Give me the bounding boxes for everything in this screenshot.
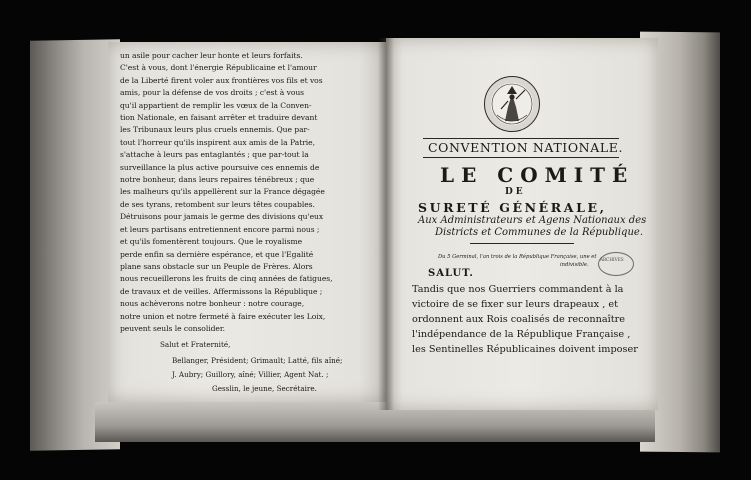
- archive-stamp-text: ARCHIVES: [600, 257, 624, 262]
- left-page-text: [120, 50, 372, 335]
- left-page-line: nous recueillerons les fruits de cinq années de fatigues,: [120, 274, 333, 284]
- left-page-line: surveillance la plus active poursuive ces ennemis de: [120, 162, 320, 172]
- left-page-line: qu'il appartient de remplir les vœux de la Conven-: [120, 100, 312, 110]
- body-line-3: ordonnent aux Rois coalisés de reconnaître: [412, 314, 625, 325]
- book-gutter: [378, 38, 394, 410]
- left-page-line: Détruisons pour jamais le germe des divisions qu'eux: [120, 212, 324, 222]
- heading-top-rule: [423, 138, 619, 139]
- archive-stamp: [598, 252, 634, 276]
- left-page-line: s'attache à leurs pas entaglantés ; que par-tout la: [120, 150, 309, 160]
- left-page-line: amis, pour la défense de vos droits ; c'est à vous: [120, 88, 305, 98]
- body-line-2: victoire de se fixer sur leurs drapeaux , et: [412, 299, 618, 310]
- signature-line-3: Gesslin, le jeune, Secrétaire.: [212, 384, 317, 393]
- left-page-line: perde enfin sa dernière espérance, et que l'Egalité: [120, 249, 314, 259]
- body-line-1: Tandis que nos Guerriers commandent à la: [412, 284, 624, 295]
- de-word: DE: [505, 187, 526, 197]
- date-line-end: indivisible.: [560, 262, 589, 268]
- left-page-line: de travaux et de veilles. Affermissons la République ;: [120, 286, 323, 296]
- left-page-line: peuvent seuls le consolider.: [120, 323, 225, 333]
- body-line-4: l'indépendance de la République Française ,: [412, 329, 631, 340]
- addressee-rule: [470, 243, 574, 244]
- comite-title: LE COMITÉ: [440, 163, 635, 187]
- surete-subtitle: SURETÉ GÉNÉRALE,: [418, 200, 607, 215]
- left-page-line: tout l'horreur qu'ils inspirent aux amis de la Patrie,: [120, 137, 315, 147]
- seal-figure-icon: [485, 77, 539, 131]
- addressee-line-1: Aux Administrateurs et Agens Nationaux des: [418, 215, 647, 226]
- convention-heading: CONVENTION NATIONALE.: [428, 140, 624, 155]
- left-page-line: notre union et notre fermeté à faire exécuter les Loix,: [120, 311, 326, 321]
- left-page-line: de la Liberté firent voler aux frontières vos fils et vos: [120, 75, 323, 85]
- closing-line: Salut et Fraternité,: [160, 340, 231, 349]
- left-page-line: et qu'ils fomentèrent toujours. Que le royalisme: [120, 237, 303, 247]
- left-page-line: notre bonheur, dans leurs repaires ténébreux ; que: [120, 175, 315, 185]
- left-page-edges: [30, 39, 120, 451]
- salut-heading: SALUT.: [428, 268, 474, 279]
- left-page-line: plane sans obstacle sur un Peuple de Frères. Alors: [120, 261, 313, 271]
- body-line-5: les Sentinelles Républicaines doivent imposer: [412, 344, 638, 355]
- left-page-line: tion Nationale, en faisant arrêter et traduire devant: [120, 113, 318, 123]
- heading-bottom-rule: [423, 157, 619, 158]
- addressee-line-2: Districts et Communes de la République.: [435, 227, 643, 238]
- left-page-line: les Tribunaux leurs plus cruels ennemis. Que par-: [120, 125, 310, 135]
- left-page-line: et leurs partisans entretiennent encore parmi nous ;: [120, 224, 320, 234]
- left-page-line: nous achèverons notre bonheur : notre courage,: [120, 299, 305, 309]
- signature-line-1: Bellanger, Président; Grimault; Latté, fils aîné;: [172, 356, 343, 365]
- date-line: Du 5 Germinal, l'an trois de la République Française, une et: [438, 254, 597, 260]
- left-page-line: les malheurs qu'ils appellèrent sur la France dégagée: [120, 187, 325, 197]
- republic-seal: [484, 76, 540, 132]
- signature-line-2: J. Aubry; Guillory, aîné; Villier, Agent Nat. ;: [172, 370, 329, 379]
- left-page-line: C'est à vous, dont l'énergie Républicaine et l'amour: [120, 63, 317, 73]
- left-page-line: de ses tyrans, retombent sur leurs têtes coupables.: [120, 199, 315, 209]
- left-page-line: un asile pour cacher leur honte et leurs forfaits.: [120, 51, 303, 60]
